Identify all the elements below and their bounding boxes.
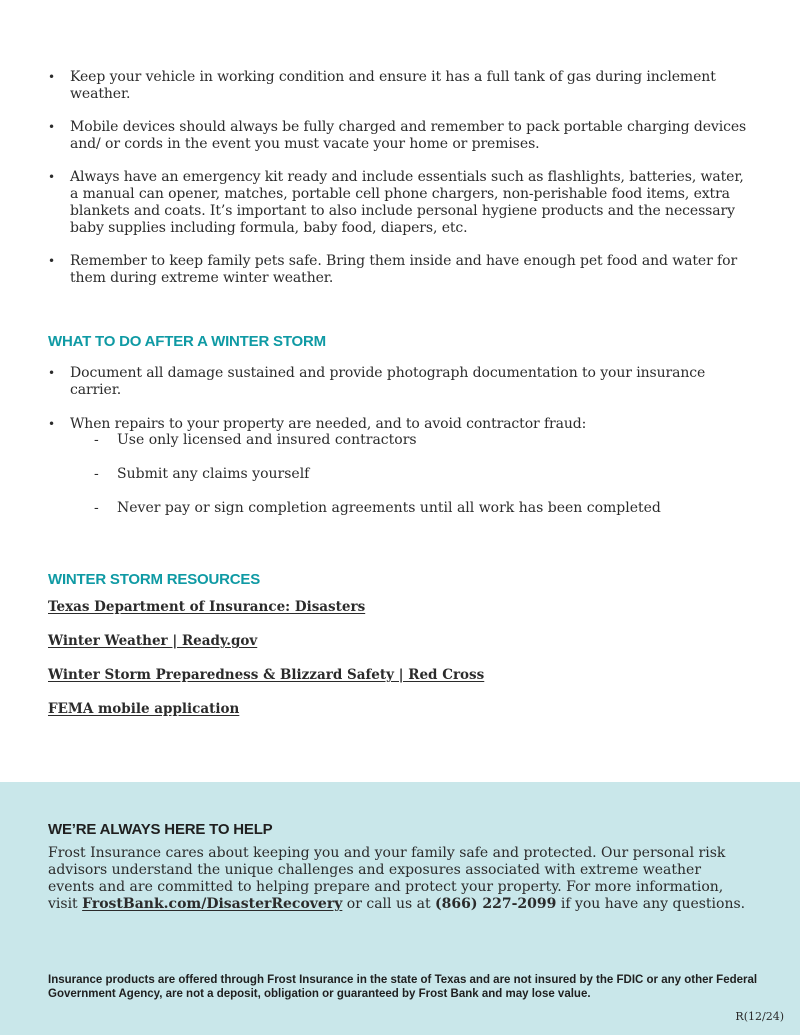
bullet-marker: •	[48, 417, 55, 431]
link-red-cross-blizzard-safety[interactable]: Winter Storm Preparedness & Blizzard Safety | Red Cross	[48, 667, 485, 683]
sub-list-item	[94, 466, 661, 483]
bullet-marker: •	[48, 170, 55, 184]
help-text-middle: or call us at	[342, 896, 436, 912]
help-text-intro: Frost Insurance cares about keeping you and your family safe and protected. Our personal risk advisors understand the unique challenges and exposures associated with extreme weather events and are committed to helping prepare and protect your property. For more information, visit	[48, 845, 726, 912]
phone-number: (866) 227-2099	[435, 896, 557, 912]
after-storm-heading: WHAT TO DO AFTER A WINTER STORM	[48, 333, 326, 350]
help-paragraph	[48, 845, 748, 913]
help-panel	[0, 782, 800, 1035]
insurance-disclaimer: Insurance products are offered through Frost Insurance in the state of Texas and are not insured by the FDIC or any other Federal Government Agency, are not a deposit, obligation or guaranteed by Frost Bank and may lose value.	[48, 974, 758, 1000]
bullet-marker: •	[48, 254, 55, 268]
link-fema-mobile-app[interactable]: FEMA mobile application	[48, 701, 240, 717]
list-item-text: Document all damage sustained and provide photograph documentation to your insurance carrier.	[70, 365, 706, 398]
resources-heading: WINTER STORM RESOURCES	[48, 571, 261, 588]
list-item	[48, 169, 748, 237]
sub-list-item	[94, 500, 661, 517]
list-item-text: Keep your vehicle in working condition and ensure it has a full tank of gas during inclement weather.	[70, 69, 716, 102]
sub-list-item-text: Never pay or sign completion agreements until all work has been completed	[117, 500, 661, 516]
sub-list-item-text: Use only licensed and insured contractors	[117, 432, 417, 448]
sub-list-item-text: Submit any claims yourself	[117, 466, 310, 482]
list-item-text: Mobile devices should always be fully charged and remember to pack portable charging devices and/ or cords in the event you must vacate your home or premises.	[70, 119, 747, 152]
sub-list-item	[94, 432, 661, 449]
list-item	[48, 416, 748, 433]
list-item-text: Always have an emergency kit ready and include essentials such as flashlights, batteries, water, a manual can opener, matches, portable cell phone chargers, non-perishable food items, extra blankets and coats. It’s important to also include personal hygiene products and the necessary baby supplies including formula, baby food, diapers, etc.	[70, 169, 744, 236]
list-item	[48, 119, 748, 153]
preparedness-tips-list	[48, 69, 748, 303]
list-item	[48, 69, 748, 103]
help-text-end: if you have any questions.	[556, 896, 746, 912]
link-winter-weather-ready-gov[interactable]: Winter Weather | Ready.gov	[48, 633, 258, 649]
list-item-text: Remember to keep family pets safe. Bring them inside and have enough pet food and water for them during extreme winter weather.	[70, 253, 738, 286]
disaster-recovery-link[interactable]: FrostBank.com/DisasterRecovery	[82, 896, 343, 912]
link-texas-insurance-disasters[interactable]: Texas Department of Insurance: Disasters	[48, 599, 366, 615]
bullet-marker: •	[48, 366, 55, 380]
bullet-marker: •	[48, 120, 55, 134]
bullet-marker: •	[48, 70, 55, 84]
list-item-text: When repairs to your property are needed, and to avoid contractor fraud:	[70, 416, 587, 432]
revision-code: R(12/24)	[735, 1010, 784, 1023]
list-item	[48, 365, 748, 399]
help-heading: WE’RE ALWAYS HERE TO HELP	[48, 821, 273, 838]
dash-marker: -	[94, 432, 99, 448]
contractor-fraud-sublist	[94, 432, 661, 534]
dash-marker: -	[94, 500, 99, 516]
dash-marker: -	[94, 466, 99, 482]
list-item	[48, 253, 748, 287]
